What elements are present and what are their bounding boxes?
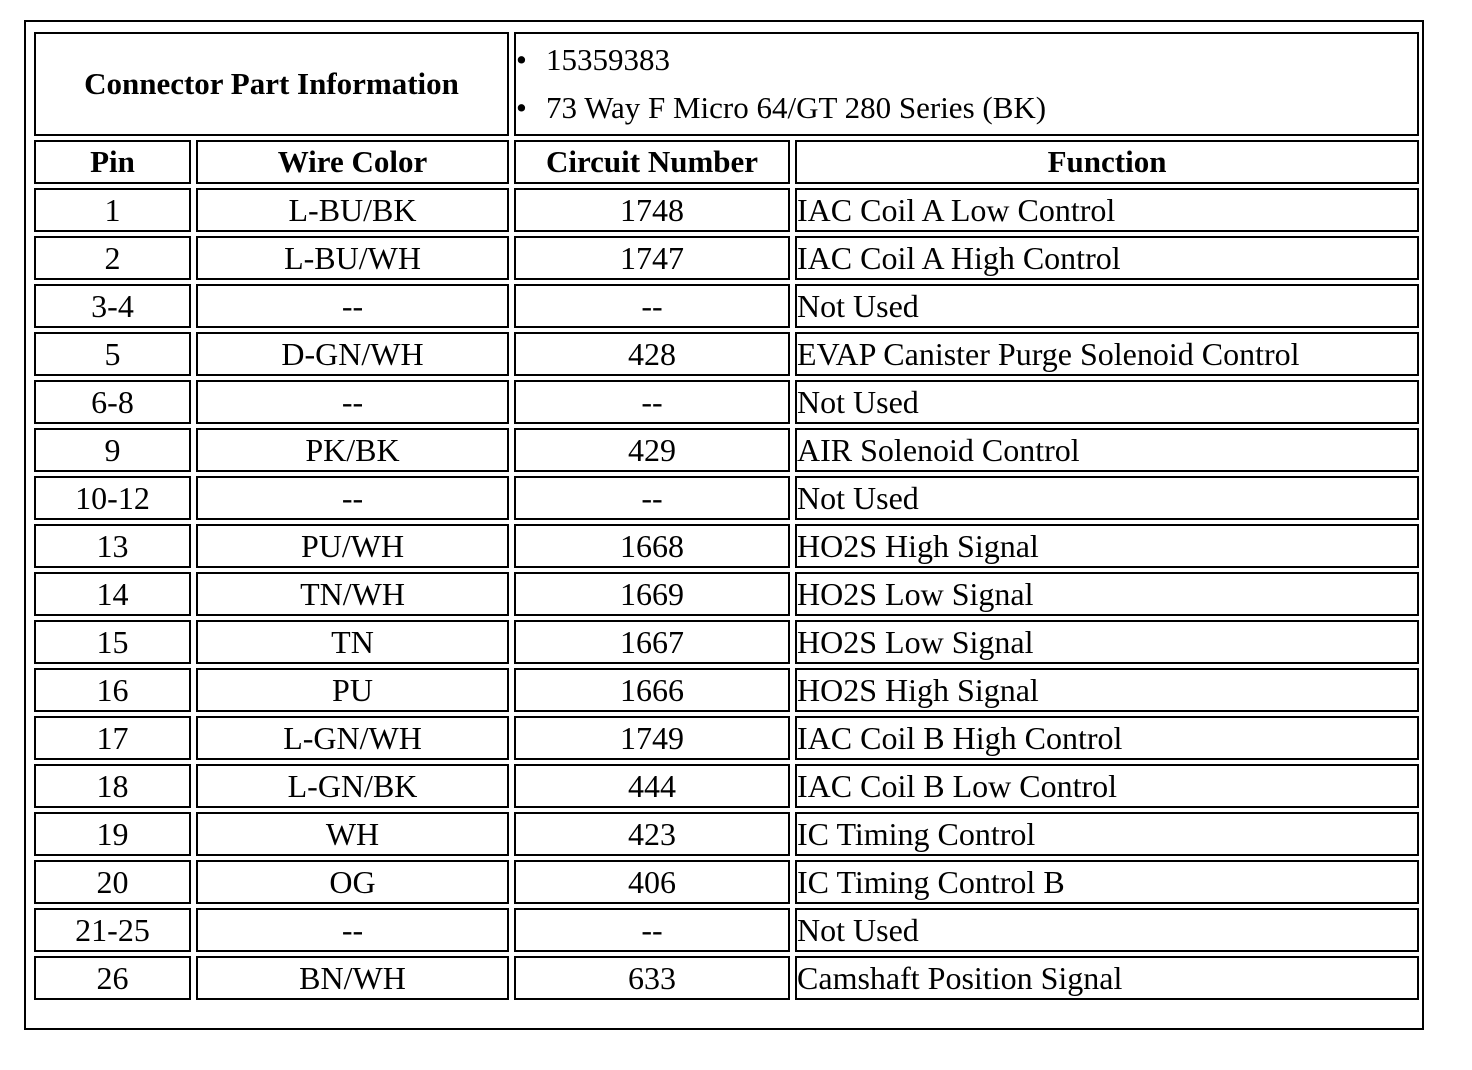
circuit-number-cell: 1668 [514, 524, 790, 568]
connector-info-item [516, 36, 1417, 84]
circuit-number-cell: 406 [514, 860, 790, 904]
circuit-number-cell: -- [514, 476, 790, 520]
connector-info-row [34, 32, 1419, 136]
circuit-number-cell: 444 [514, 764, 790, 808]
connector-info-item [516, 84, 1417, 132]
circuit-number-cell: -- [514, 284, 790, 328]
connector-part-number: 15359383 [546, 42, 671, 77]
table-row [34, 380, 1419, 424]
function-cell: EVAP Canister Purge Solenoid Control [795, 332, 1419, 376]
wire-color-cell: D-GN/WH [196, 332, 509, 376]
table-row [34, 332, 1419, 376]
circuit-number-cell: -- [514, 908, 790, 952]
header-pin: Pin [34, 140, 191, 184]
pin-cell: 18 [34, 764, 191, 808]
pin-cell: 3-4 [34, 284, 191, 328]
pin-cell: 5 [34, 332, 191, 376]
wire-color-cell: PK/BK [196, 428, 509, 472]
pin-cell: 13 [34, 524, 191, 568]
wire-color-cell: OG [196, 860, 509, 904]
table-row [34, 812, 1419, 856]
wire-color-cell: -- [196, 908, 509, 952]
function-cell: Not Used [795, 476, 1419, 520]
pin-cell: 14 [34, 572, 191, 616]
connector-info-list [516, 36, 1417, 132]
table-row [34, 284, 1419, 328]
wire-color-cell: PU [196, 668, 509, 712]
circuit-number-cell: 1669 [514, 572, 790, 616]
function-cell: Not Used [795, 908, 1419, 952]
table-row [34, 860, 1419, 904]
table-header-row [34, 140, 1419, 184]
function-cell: HO2S High Signal [795, 668, 1419, 712]
wire-color-cell: -- [196, 476, 509, 520]
function-cell: Not Used [795, 284, 1419, 328]
connector-table-frame [24, 20, 1424, 1030]
circuit-number-cell: 633 [514, 956, 790, 1000]
connector-info-values [514, 32, 1419, 136]
table-row [34, 524, 1419, 568]
pin-cell: 6-8 [34, 380, 191, 424]
header-wire-color: Wire Color [196, 140, 509, 184]
pin-cell: 19 [34, 812, 191, 856]
pin-cell: 20 [34, 860, 191, 904]
table-row [34, 188, 1419, 232]
circuit-number-cell: 1666 [514, 668, 790, 712]
function-cell: IAC Coil A Low Control [795, 188, 1419, 232]
table-row [34, 476, 1419, 520]
function-cell: HO2S High Signal [795, 524, 1419, 568]
bullet-icon: • [516, 90, 527, 125]
function-cell: IC Timing Control B [795, 860, 1419, 904]
wire-color-cell: -- [196, 284, 509, 328]
wire-color-cell: L-BU/BK [196, 188, 509, 232]
wire-color-cell: L-GN/WH [196, 716, 509, 760]
wire-color-cell: TN/WH [196, 572, 509, 616]
wire-color-cell: -- [196, 380, 509, 424]
pin-cell: 15 [34, 620, 191, 664]
circuit-number-cell: 1748 [514, 188, 790, 232]
function-cell: IAC Coil B Low Control [795, 764, 1419, 808]
connector-description: 73 Way F Micro 64/GT 280 Series (BK) [546, 90, 1047, 125]
circuit-number-cell: 1667 [514, 620, 790, 664]
function-cell: IAC Coil A High Control [795, 236, 1419, 280]
pin-cell: 2 [34, 236, 191, 280]
function-cell: IAC Coil B High Control [795, 716, 1419, 760]
header-function: Function [795, 140, 1419, 184]
table-row [34, 908, 1419, 952]
table-row [34, 956, 1419, 1000]
wire-color-cell: BN/WH [196, 956, 509, 1000]
function-cell: HO2S Low Signal [795, 572, 1419, 616]
pin-cell: 17 [34, 716, 191, 760]
table-row [34, 572, 1419, 616]
table-row [34, 428, 1419, 472]
function-cell: Not Used [795, 380, 1419, 424]
function-cell: Camshaft Position Signal [795, 956, 1419, 1000]
table-row [34, 620, 1419, 664]
table-row [34, 236, 1419, 280]
function-cell: IC Timing Control [795, 812, 1419, 856]
wire-color-cell: WH [196, 812, 509, 856]
circuit-number-cell: 1749 [514, 716, 790, 760]
pin-cell: 1 [34, 188, 191, 232]
circuit-number-cell: -- [514, 380, 790, 424]
wire-color-cell: PU/WH [196, 524, 509, 568]
circuit-number-cell: 423 [514, 812, 790, 856]
pin-cell: 21-25 [34, 908, 191, 952]
function-cell: AIR Solenoid Control [795, 428, 1419, 472]
header-circuit-number: Circuit Number [514, 140, 790, 184]
function-cell: HO2S Low Signal [795, 620, 1419, 664]
pin-cell: 26 [34, 956, 191, 1000]
circuit-number-cell: 428 [514, 332, 790, 376]
circuit-number-cell: 1747 [514, 236, 790, 280]
wire-color-cell: TN [196, 620, 509, 664]
pin-cell: 16 [34, 668, 191, 712]
table-row [34, 716, 1419, 760]
pin-cell: 10-12 [34, 476, 191, 520]
circuit-number-cell: 429 [514, 428, 790, 472]
table-row [34, 764, 1419, 808]
wire-color-cell: L-GN/BK [196, 764, 509, 808]
wire-color-cell: L-BU/WH [196, 236, 509, 280]
bullet-icon: • [516, 42, 527, 77]
connector-info-label: Connector Part Information [34, 32, 509, 136]
connector-pinout-table [29, 28, 1424, 1004]
pin-cell: 9 [34, 428, 191, 472]
table-row [34, 668, 1419, 712]
